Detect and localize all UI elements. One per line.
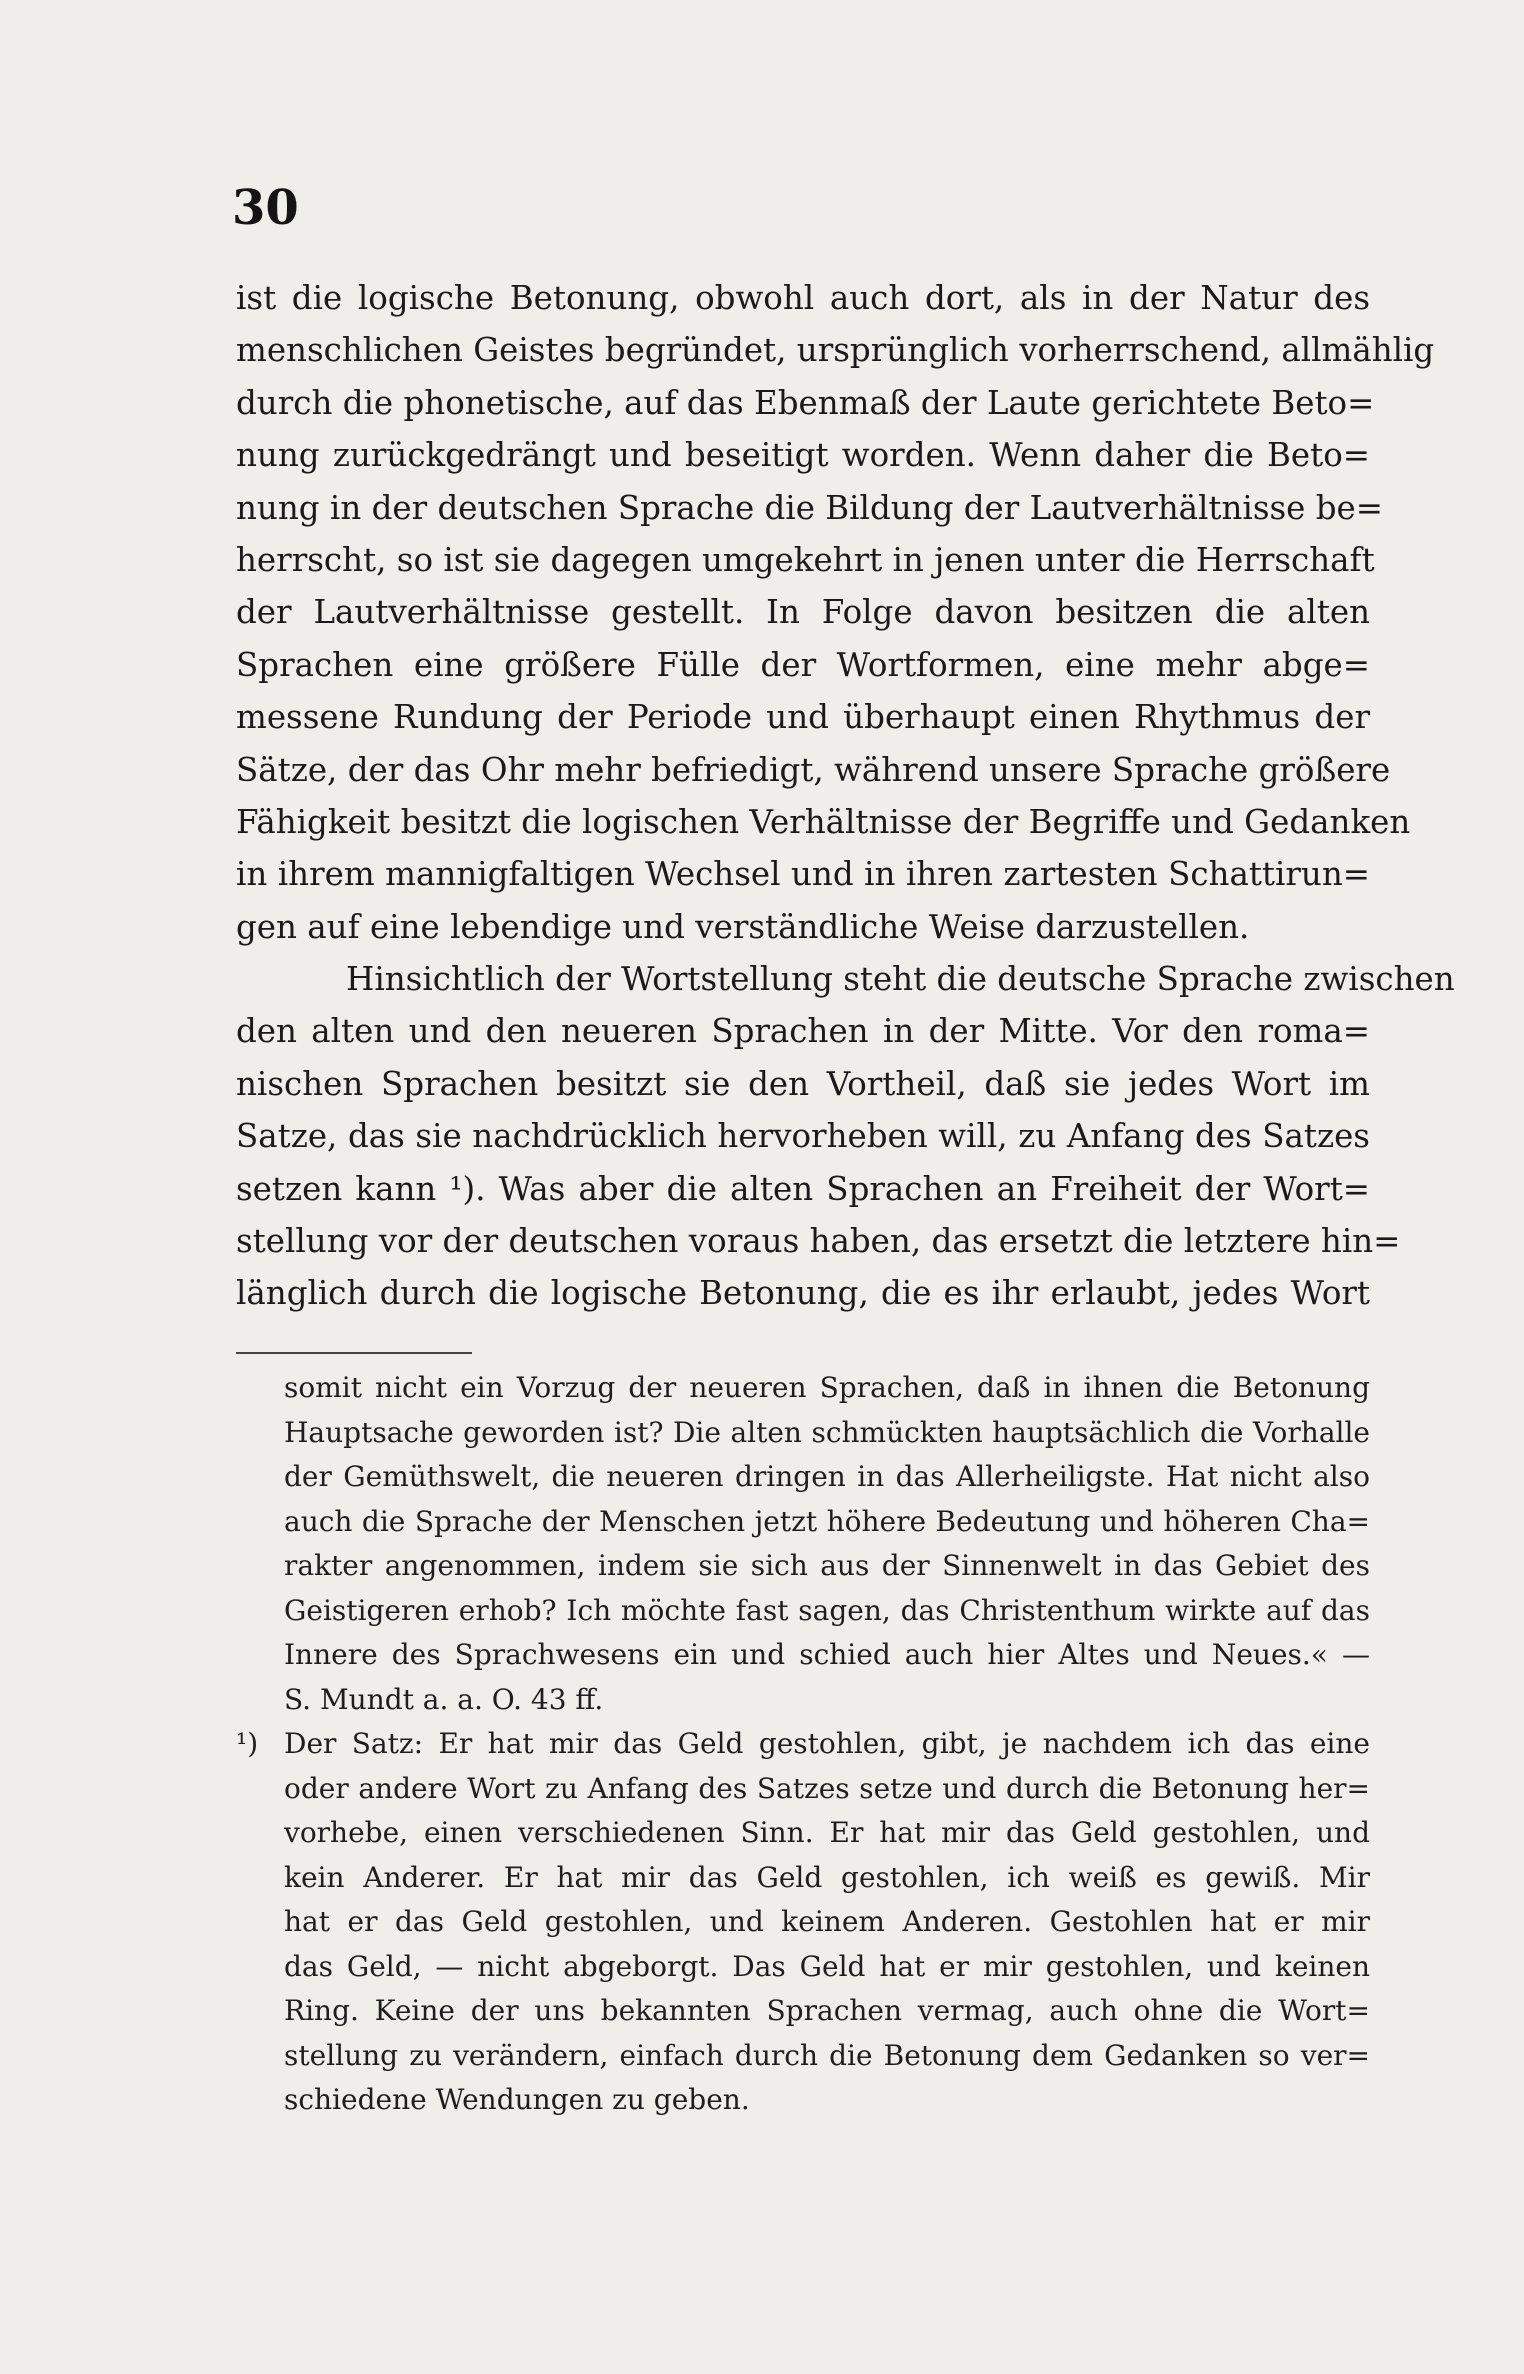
- footnote-line: Hauptsache geworden ist? Die alten schmückten hauptsächlich die Vorhalle: [284, 1415, 1370, 1449]
- text-line: herrscht, so ist sie dagegen umgekehrt in jenen unter die Herrschaft: [236, 540, 1375, 579]
- text-line: in ihrem mannigfaltigen Wechsel und in ihren zartesten Schattirun=: [236, 855, 1370, 894]
- text-line: ist die logische Betonung, obwohl auch dort, als in der Natur des: [236, 279, 1370, 317]
- footnotes: [236, 1366, 1370, 2123]
- text-line: Hinsichtlich der Wortstellung steht die deutsche Sprache zwischen: [346, 960, 1455, 999]
- footnote-line: das Geld, — nicht abgeborgt. Das Geld hat er mir gestohlen, und keinen: [284, 1949, 1370, 1983]
- text-line: menschlichen Geistes begründet, ursprünglich vorherrschend, allmählig: [236, 331, 1435, 370]
- page-number: 30: [232, 180, 299, 236]
- footnote-line: Ring. Keine der uns bekannten Sprachen vermag, auch ohne die Wort=: [284, 1994, 1370, 2027]
- text-line: messene Rundung der Periode und überhaupt einen Rhythmus der: [236, 698, 1370, 737]
- main-text: [236, 272, 1455, 1320]
- footnote-1-first-line: [236, 1722, 1370, 1767]
- footnote-rule: [236, 1352, 472, 1354]
- footnote-line: Geistigeren erhob? Ich möchte fast sagen, das Christenthum wirkte auf das: [284, 1593, 1370, 1627]
- footnote-line: auch die Sprache der Menschen jetzt höhere Bedeutung und höheren Cha=: [284, 1504, 1370, 1538]
- text-line: durch die phonetische, auf das Ebenmaß der Laute gerichtete Beto=: [236, 383, 1375, 422]
- footnote-line: somit nicht ein Vorzug der neueren Sprachen, daß in ihnen die Betonung: [284, 1371, 1370, 1404]
- footnote-line: schiedene Wendungen zu geben.: [284, 2083, 750, 2116]
- text-line: Sprachen eine größere Fülle der Wortformen, eine mehr abge=: [236, 645, 1370, 684]
- text-line: länglich durch die logische Betonung, die es ihr erlaubt, jedes Wort: [236, 1274, 1370, 1313]
- footnote-marker: ¹): [236, 1727, 259, 1760]
- footnote-line: S. Mundt a. a. O. 43 ff.: [284, 1682, 604, 1716]
- footnote-line: rakter angenommen, indem sie sich aus der Sinnenwelt in das Gebiet des: [284, 1549, 1370, 1582]
- text-line: nischen Sprachen besitzt sie den Vortheil, daß sie jedes Wort im: [236, 1064, 1370, 1103]
- text-line: der Lautverhältnisse gestellt. In Folge davon besitzen die alten: [236, 593, 1370, 632]
- footnote-line: hat er das Geld gestohlen, und keinem Anderen. Gestohlen hat er mir: [284, 1905, 1370, 1938]
- footnote-line: kein Anderer. Er hat mir das Geld gestohlen, ich weiß es gewiß. Mir: [284, 1860, 1370, 1894]
- footnote-line: Innere des Sprachwesens ein und schied auch hier Altes und Neues.« —: [284, 1638, 1370, 1671]
- footnote-line: stellung zu verändern, einfach durch die Betonung dem Gedanken so ver=: [284, 2038, 1370, 2072]
- text-line: Sätze, der das Ohr mehr befriedigt, während unsere Sprache größere: [236, 750, 1391, 789]
- text-line: Fähigkeit besitzt die logischen Verhältnisse der Begriffe und Gedanken: [236, 802, 1411, 841]
- text-line: nung in der deutschen Sprache die Bildung der Lautverhältnisse be=: [236, 488, 1384, 527]
- footnote-line: oder andere Wort zu Anfang des Satzes setze und durch die Betonung her=: [284, 1771, 1370, 1805]
- text-line: den alten und den neueren Sprachen in der Mitte. Vor den roma=: [236, 1012, 1370, 1051]
- footnote-line: Der Satz: Er hat mir das Geld gestohlen, gibt, je nachdem ich das eine: [284, 1727, 1370, 1760]
- text-line: Satze, das sie nachdrücklich hervorheben will, zu Anfang des Satzes: [236, 1117, 1370, 1156]
- text-line: gen auf eine lebendige und verständliche Weise darzustellen.: [236, 907, 1250, 946]
- footnote-line: vorhebe, einen verschiedenen Sinn. Er hat mir das Geld gestohlen, und: [284, 1816, 1370, 1849]
- text-line: setzen kann ¹). Was aber die alten Sprachen an Freiheit der Wort=: [236, 1169, 1370, 1208]
- text-line: nung zurückgedrängt und beseitigt worden. Wenn daher die Beto=: [236, 436, 1370, 475]
- text-line: stellung vor der deutschen voraus haben, das ersetzt die letztere hin=: [236, 1222, 1401, 1261]
- footnote-line: der Gemüthswelt, die neueren dringen in das Allerheiligste. Hat nicht also: [284, 1460, 1370, 1493]
